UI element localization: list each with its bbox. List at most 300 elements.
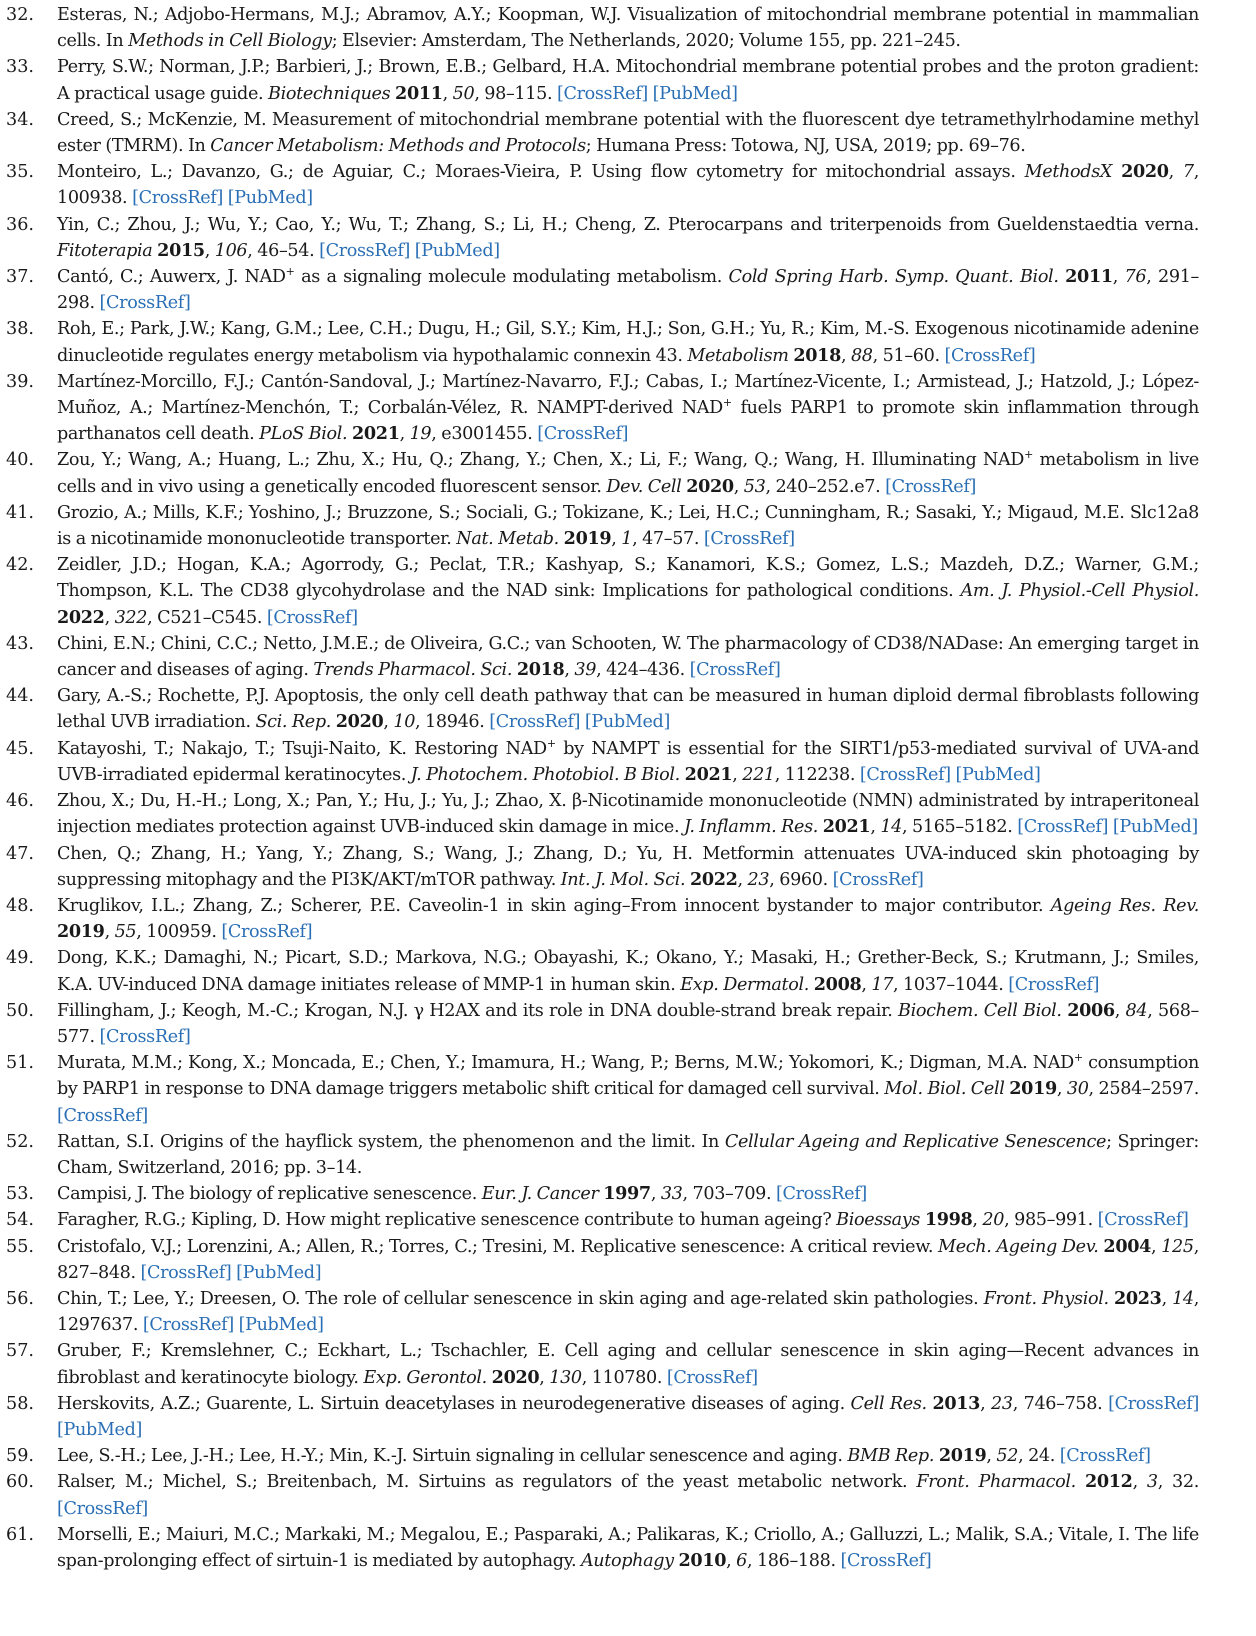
reference-item (0, 447, 1256, 499)
reference-italic-text: 14 (1172, 1288, 1194, 1309)
reference-year: 2018 (793, 344, 841, 366)
reference-text-segment: ; Elsevier: Amsterdam, The Netherlands, 2020; Volume 155, pp. 221–245. (331, 31, 961, 52)
reference-text (57, 447, 1199, 499)
reference-italic-text: Methods in Cell Biology (128, 31, 332, 52)
reference-year: 2019 (938, 1445, 987, 1467)
reference-item (0, 683, 1256, 735)
reference-number: 61. (6, 1524, 34, 1545)
reference-number: 48. (6, 895, 34, 916)
reference-italic-text: 106 (214, 240, 248, 261)
reference-italic-text: Mol. Biol. Cell (884, 1079, 1005, 1100)
reference-number: 40. (6, 450, 34, 471)
reference-italic-text: J. Photochem. Photobiol. B Biol. (410, 764, 680, 785)
reference-text-segment: , 186–188. (746, 1550, 841, 1571)
reference-text-segment: , (104, 922, 115, 943)
reference-italic-text: Trends Pharmacol. Sci. (313, 660, 513, 681)
reference-text (57, 1234, 1199, 1286)
reference-text-segment: Monteiro, L.; Davanzo, G.; de Aguiar, C.; Moraes-Vieira, P. Using flow cytometry for mitochondrial assays. (57, 162, 1025, 183)
crossref-link[interactable]: [CrossRef] (666, 1367, 758, 1388)
reference-italic-text: Mech. Ageing Dev. (938, 1236, 1099, 1257)
reference-italic-text: Cellular Ageing and Replicative Senescence (724, 1131, 1107, 1152)
reference-text-segment: ; Humana Press: Totowa, NJ, USA, 2019; pp. 69–76. (585, 136, 1026, 157)
reference-item (0, 841, 1256, 893)
reference-year: 2006 (1067, 999, 1115, 1021)
reference-year: 1997 (603, 1183, 651, 1205)
reference-text (57, 631, 1199, 683)
reference-text-segment: , 98–115. (474, 83, 557, 104)
reference-item (0, 212, 1256, 264)
reference-text (57, 1391, 1199, 1443)
reference-italic-text: 52 (996, 1446, 1019, 1467)
reference-number: 56. (6, 1288, 34, 1309)
reference-number: 46. (6, 791, 34, 812)
reference-text-segment: , (650, 1184, 661, 1205)
reference-year: 1998 (924, 1209, 973, 1231)
reference-italic-text: 1 (621, 529, 633, 550)
reference-text-segment: , 47–57. (632, 529, 704, 550)
reference-italic-text: Cancer Metabolism: Methods and Protocols (210, 136, 586, 157)
crossref-link[interactable]: [CrossRef] (859, 764, 951, 785)
reference-text (57, 159, 1199, 211)
reference-italic-text: 7 (1182, 162, 1194, 183)
reference-italic-text: 130 (549, 1367, 582, 1388)
crossref-link[interactable]: [CrossRef] (319, 240, 410, 261)
reference-number: 54. (6, 1210, 34, 1231)
reference-text-segment: , 6960. (769, 869, 833, 890)
reference-text-segment: , 100938. (57, 162, 1199, 209)
reference-text-segment: , (840, 345, 851, 366)
crossref-link[interactable]: [CrossRef] (99, 293, 191, 314)
reference-text (57, 2, 1199, 54)
reference-text-segment (1076, 1472, 1085, 1492)
reference-number: 52. (6, 1131, 34, 1152)
pubmed-link[interactable]: [PubMed] (652, 83, 738, 104)
crossref-link[interactable]: [CrossRef] (776, 1184, 867, 1205)
reference-year: 2019 (1009, 1078, 1057, 1100)
reference-text-segment: , (104, 607, 115, 628)
reference-text (57, 683, 1199, 735)
pubmed-link[interactable]: [PubMed] (57, 1419, 143, 1440)
pubmed-link[interactable]: [PubMed] (955, 764, 1041, 785)
reference-italic-text: 17 (871, 974, 894, 995)
crossref-link[interactable]: [CrossRef] (132, 188, 223, 209)
reference-year: 2015 (157, 239, 205, 261)
reference-italic-text: 6 (736, 1550, 747, 1571)
reference-year: 2020 (1121, 161, 1169, 183)
reference-text-segment: by NAMPT is essential for the SIRT1/p53-mediated survival of UVA-and UVB-irradiated epidermal keratinocytes. (57, 738, 1199, 785)
reference-italic-text: Cold Spring Harb. Symp. Quant. Biol. (728, 267, 1059, 288)
reference-text (57, 500, 1199, 552)
reference-text-segment: , 1297637. (57, 1288, 1200, 1336)
reference-year: 2011 (395, 82, 443, 104)
reference-italic-text: 84 (1125, 1000, 1148, 1021)
reference-text-segment: Gary, A.-S.; Rochette, P.J. Apoptosis, the only cell death pathway that can be measured in human diploid dermal fibroblasts following lethal UVB irradiation. (57, 686, 1199, 733)
reference-text-segment: Esteras, N.; Adjobo-Hermans, M.J.; Abramov, A.Y.; Koopman, W.J. Visualization of mitochondrial membrane potential in mammalian cells. In (57, 5, 1199, 52)
reference-text-segment: Zeidler, J.D.; Hogan, K.A.; Agorrody, G.; Peclat, T.R.; Kashyap, S.; Kanamori, K.S.; Gomez, L.S.; Mazdeh, D.Z.; Warner, G.M.; Thompson, K.L. The CD38 glycohydrolase and the NAD sink: Implications for pathological conditions. (57, 555, 1199, 602)
reference-text-segment: , 24. (1018, 1446, 1060, 1467)
reference-number: 47. (6, 843, 34, 864)
reference-text (57, 1207, 1199, 1233)
reference-text (57, 1522, 1199, 1574)
reference-italic-text: 23 (991, 1393, 1013, 1414)
crossref-link[interactable]: [CrossRef] (1017, 817, 1109, 838)
reference-number: 58. (6, 1393, 34, 1414)
reference-text-segment: Cristofalo, V.J.; Lorenzini, A.; Allen, R.; Torres, C.; Tresini, M. Replicative senescence: A critical review. (57, 1236, 939, 1257)
reference-text-segment: Kruglikov, I.L.; Zhang, Z.; Scherer, P.E. Caveolin-1 in skin aging–From innocent bystander to major contributor. (57, 895, 1051, 916)
reference-italic-text: 23 (747, 869, 770, 890)
reference-item (0, 159, 1256, 211)
reference-italic-text: 30 (1066, 1079, 1089, 1100)
reference-italic-text: Autophagy (580, 1550, 674, 1571)
reference-item (0, 500, 1256, 552)
reference-text (57, 1129, 1199, 1181)
reference-item (0, 1469, 1256, 1521)
reference-italic-text: 33 (660, 1184, 683, 1205)
reference-text (57, 945, 1199, 997)
reference-text-segment: , 2584–2597. (1088, 1079, 1199, 1100)
reference-text-segment: Ralser, M.; Michel, S.; Breitenbach, M. Sirtuins as regulators of the yeast metabolic network. (57, 1472, 917, 1493)
reference-text-segment: Grozio, A.; Mills, K.F.; Yoshino, J.; Bruzzone, S.; Sociali, G.; Tokizane, K.; Lei, H.C.; Cunningham, R.; Sasaki, Y.; Migaud, M.E. Slc12a8 is a nicotinamide mononucleotide transporter. (57, 502, 1199, 550)
reference-item (0, 1522, 1256, 1574)
reference-text-segment: Katayoshi, T.; Nakajo, T.; Tsuji-Naito, K. Restoring NAD (57, 738, 547, 759)
reference-number: 34. (6, 109, 34, 130)
crossref-link[interactable]: [CrossRef] (142, 1315, 234, 1336)
reference-italic-text: 14 (880, 817, 903, 838)
reference-text-segment: Cantó, C.; Auwerx, J. NAD (57, 267, 286, 288)
crossref-link[interactable]: [CrossRef] (489, 712, 581, 733)
reference-year: 2010 (678, 1549, 727, 1571)
reference-item (0, 1443, 1256, 1469)
reference-text-segment: Yin, C.; Zhou, J.; Wu, Y.; Cao, Y.; Wu, T.; Zhang, S.; Li, H.; Cheng, Z. Pterocarpans and triterpenoids from Gueldenstaedtia verna. (57, 214, 1199, 235)
reference-text (57, 1050, 1199, 1129)
crossref-link[interactable]: [CrossRef] (840, 1550, 932, 1571)
reference-year: 2022 (57, 606, 105, 628)
reference-item (0, 893, 1256, 945)
pubmed-link[interactable]: [PubMed] (227, 188, 313, 209)
reference-text-segment: , (1161, 1288, 1173, 1309)
reference-text (57, 54, 1199, 106)
pubmed-link[interactable]: [PubMed] (584, 712, 670, 733)
crossref-link[interactable]: [CrossRef] (832, 869, 924, 890)
reference-year: 2011 (1065, 266, 1113, 288)
reference-item (0, 1234, 1256, 1286)
reference-text-segment: Campisi, J. The biology of replicative senescence. (57, 1184, 482, 1205)
reference-number: 44. (6, 686, 34, 707)
reference-text-segment: Chin, T.; Lee, Y.; Dreesen, O. The role of cellular senescence in skin aging and age-related skin pathologies. (57, 1288, 984, 1309)
reference-text-segment: Martínez-Morcillo, F.J.; Cantón-Sandoval, J.; Martínez-Navarro, F.J.; Cabas, I.; Martínez-Vicente, I.; Armistead, J.; Hatzold, J.; López-Muñoz, A.; Martínez-Menchón, T.; Corbalán-Vélez, R. NAMPT-derived NAD (57, 371, 1199, 419)
reference-text (57, 788, 1199, 840)
reference-text-segment: Zhou, X.; Du, H.-H.; Long, X.; Pan, Y.; Hu, J.; Yu, J.; Zhao, X. β-Nicotinamide mononucleotide (NMN) administrated by intraperitoneal injection mediates protection against UVB-induced skin damage in mice. (57, 791, 1199, 838)
crossref-link[interactable]: [CrossRef] (944, 345, 1036, 366)
crossref-link[interactable]: [CrossRef] (99, 1026, 191, 1047)
reference-text (57, 736, 1199, 788)
reference-italic-text: 19 (409, 424, 432, 445)
reference-italic-text: J. Inflamm. Res. (683, 817, 818, 838)
reference-text-segment: Lee, S.-H.; Lee, J.-H.; Lee, H.-Y.; Min, K.-J. Sirtuin signaling in cellular senescence and aging. (57, 1446, 848, 1467)
superscript-charge: + (546, 736, 556, 750)
reference-text-segment: , 1037–1044. (893, 974, 1009, 995)
reference-item (0, 788, 1256, 840)
reference-italic-text: Fitoterapia (57, 240, 153, 261)
reference-italic-text: BMB Rep. (847, 1446, 935, 1467)
crossref-link[interactable]: [CrossRef] (537, 424, 629, 445)
reference-text-segment: , 746–758. (1012, 1393, 1109, 1414)
superscript-charge: + (1073, 1051, 1083, 1065)
reference-text-segment: , (399, 424, 410, 445)
reference-text-segment: , 424–436. (596, 660, 690, 681)
reference-number: 60. (6, 1472, 34, 1493)
reference-text-segment: Gruber, F.; Kremslehner, C.; Eckhart, L.; Tschachler, E. Cell aging and cellular senescence in skin aging—Recent advances in fibroblast and keratinocyte biology. (57, 1341, 1199, 1388)
crossref-link[interactable]: [CrossRef] (1097, 1210, 1189, 1231)
reference-year: 2022 (689, 868, 738, 890)
reference-italic-text: 55 (114, 922, 137, 943)
pubmed-link[interactable]: [PubMed] (414, 240, 500, 261)
reference-italic-text: 50 (452, 83, 475, 104)
reference-italic-text: Front. Physiol. (983, 1288, 1109, 1309)
reference-italic-text: Sci. Rep. (255, 712, 332, 733)
reference-text-segment: Faragher, R.G.; Kipling, D. How might replicative senescence contribute to human ageing? (57, 1210, 837, 1231)
reference-text-segment: , (1168, 162, 1183, 183)
reference-italic-text: 76 (1124, 267, 1147, 288)
reference-text-segment: , (611, 529, 622, 550)
reference-year: 2012 (1085, 1471, 1133, 1493)
reference-text-segment: , 110780. (581, 1367, 667, 1388)
reference-text-segment: , (1151, 1236, 1162, 1257)
reference-text (57, 552, 1199, 631)
reference-number: 50. (6, 1000, 34, 1021)
reference-text-segment: , (870, 817, 881, 838)
reference-item (0, 998, 1256, 1050)
reference-text-segment: fuels PARP1 to promote skin inflammation through parthanatos cell death. (57, 398, 1200, 445)
reference-text-segment: Creed, S.; McKenzie, M. Measurement of mitochondrial membrane potential with the fluorescent dye tetramethylrhodamine methyl ester (TMRM). In (57, 109, 1199, 157)
crossref-link[interactable]: [CrossRef] (885, 476, 977, 497)
reference-item (0, 1207, 1256, 1233)
reference-italic-text: 53 (743, 476, 766, 497)
crossref-link[interactable]: [CrossRef] (689, 660, 781, 681)
pubmed-link[interactable]: [PubMed] (238, 1315, 324, 1336)
reference-text-segment: , (539, 1367, 550, 1388)
reference-italic-text: Ageing Res. Rev. (1050, 895, 1199, 916)
reference-text-segment: , 985–991. (1004, 1210, 1098, 1231)
reference-text (57, 107, 1199, 159)
reference-number: 35. (6, 162, 34, 183)
reference-text-segment: , 703–709. (682, 1184, 776, 1205)
reference-text-segment: Perry, S.W.; Norman, J.P.; Barbieri, J.; Brown, E.B.; Gelbard, H.A. Mitochondrial membrane potential probes and the proton gradient: A practical usage guide. (57, 57, 1199, 104)
reference-text-segment: , (204, 240, 215, 261)
reference-year: 2023 (1114, 1287, 1162, 1309)
reference-year: 2021 (822, 816, 871, 838)
reference-text (57, 841, 1199, 893)
reference-year: 2020 (491, 1366, 540, 1388)
reference-item (0, 107, 1256, 159)
reference-italic-text: Exp. Gerontol. (363, 1367, 487, 1388)
reference-italic-text: PLoS Biol. (259, 424, 348, 445)
reference-item (0, 54, 1256, 106)
reference-italic-text: Nat. Metab. (456, 529, 559, 550)
reference-text-segment: Morselli, E.; Maiuri, M.C.; Markaki, M.; Megalou, E.; Pasparaki, A.; Palikaras, K.; Criollo, A.; Galluzzi, L.; Malik, S.A.; Vitale, I. The life span-prolonging effect of sirtuin-1 is mediated by autophagy. (57, 1524, 1199, 1571)
reference-italic-text: Am. J. Physiol.-Cell Physiol. (960, 581, 1199, 602)
reference-year: 2020 (335, 711, 384, 733)
reference-text-segment: , 240–252.e7. (765, 476, 886, 497)
reference-italic-text: 88 (850, 345, 873, 366)
crossref-link[interactable]: [CrossRef] (703, 529, 795, 550)
reference-item (0, 1181, 1256, 1207)
reference-year: 2008 (813, 973, 862, 995)
reference-text-segment: metabolism in live cells and in vivo using a genetically encoded fluorescent sensor. (57, 450, 1199, 497)
reference-text (57, 212, 1199, 264)
crossref-link[interactable]: [CrossRef] (1008, 974, 1100, 995)
reference-item (0, 552, 1256, 631)
superscript-charge: + (285, 265, 295, 279)
reference-year: 2021 (352, 423, 400, 445)
reference-year: 2019 (57, 921, 105, 943)
reference-year: 2013 (932, 1392, 981, 1414)
reference-item (0, 1050, 1256, 1129)
reference-text-segment: Chini, E.N.; Chini, C.C.; Netto, J.M.E.; de Oliveira, G.C.; van Schooten, W. The pharmacology of CD38/NADase: An emerging target in cancer and diseases of aging. (57, 633, 1199, 681)
pubmed-link[interactable]: [PubMed] (1112, 817, 1198, 838)
reference-text-segment: , (980, 1393, 991, 1414)
crossref-link[interactable]: [CrossRef] (57, 1105, 148, 1126)
reference-text-segment: , 51–60. (872, 345, 945, 366)
reference-year: 2018 (516, 659, 565, 681)
reference-text-segment: , 5165–5182. (902, 817, 1018, 838)
reference-number: 33. (6, 57, 34, 78)
reference-italic-text: 10 (393, 712, 416, 733)
reference-text-segment (1112, 162, 1121, 182)
reference-italic-text: Dev. Cell (606, 476, 682, 497)
reference-text-segment: , (726, 1550, 737, 1571)
reference-number: 53. (6, 1184, 34, 1205)
reference-text-segment: Herskovits, A.Z.; Guarente, L. Sirtuin deacetylases in neurodegenerative diseases of aging. (57, 1393, 851, 1414)
superscript-charge: + (722, 396, 732, 410)
reference-text (57, 893, 1199, 945)
reference-text (57, 316, 1199, 368)
reference-item (0, 736, 1256, 788)
reference-text-segment: Zou, Y.; Wang, A.; Huang, L.; Zhu, X.; Hu, Q.; Zhang, Y.; Chen, X.; Li, F.; Wang, Q.; Wang, H. Illuminating NAD (57, 450, 1025, 471)
reference-text-segment: , 291–298. (57, 267, 1199, 314)
reference-text-segment: , (972, 1210, 983, 1231)
reference-text-segment: , C521–C545. (147, 607, 267, 628)
crossref-link[interactable]: [CrossRef] (1059, 1446, 1151, 1467)
reference-italic-text: Cell Res. (850, 1393, 927, 1414)
reference-italic-text: Biotechniques (268, 83, 391, 104)
reference-number: 38. (6, 319, 34, 340)
reference-text-segment: , (1114, 1000, 1126, 1021)
reference-text (57, 1338, 1199, 1390)
reference-number: 36. (6, 214, 34, 235)
reference-italic-text: 221 (742, 764, 775, 785)
reference-text-segment: Dong, K.K.; Damaghi, N.; Picart, S.D.; Markova, N.G.; Obayashi, K.; Okano, Y.; Masaki, H.; Grether-Beck, S.; Krutmann, J.; Smiles, K.A. UV-induced DNA damage initiates release of MMP-1 in human skin. (57, 948, 1199, 995)
crossref-link[interactable]: [CrossRef] (1108, 1393, 1199, 1414)
reference-item (0, 316, 1256, 368)
reference-text-segment: as a signaling molecule modulating metabolism. (294, 267, 729, 288)
reference-text-segment: , (383, 712, 394, 733)
reference-item (0, 1129, 1256, 1181)
reference-number: 49. (6, 948, 34, 969)
reference-item (0, 2, 1256, 54)
reference-italic-text: Metabolism (687, 345, 789, 366)
reference-text-segment: , (1132, 1472, 1147, 1493)
reference-text (57, 264, 1199, 316)
reference-number: 57. (6, 1341, 34, 1362)
crossref-link[interactable]: [CrossRef] (556, 83, 648, 104)
reference-text-segment: , 827–848. (57, 1236, 1199, 1283)
reference-text-segment: ; Springer: Cham, Switzerland, 2016; pp. 3–14. (57, 1131, 1199, 1178)
reference-item (0, 1338, 1256, 1390)
reference-text-segment: Murata, M.M.; Kong, X.; Moncada, E.; Chen, Y.; Imamura, H.; Wang, P.; Berns, M.W.; Yokomori, K.; Digman, M.A. NAD (57, 1053, 1074, 1074)
reference-text (57, 1469, 1199, 1521)
reference-item (0, 1391, 1256, 1443)
reference-year: 2020 (686, 475, 734, 497)
reference-item (0, 631, 1256, 683)
reference-text-segment: , (986, 1446, 997, 1467)
reference-text-segment: , (732, 764, 743, 785)
reference-number: 43. (6, 633, 34, 654)
reference-number: 51. (6, 1053, 34, 1074)
reference-year: 2019 (563, 528, 612, 550)
reference-text-segment: , (861, 974, 872, 995)
reference-text-segment: Chen, Q.; Zhang, H.; Yang, Y.; Zhang, S.; Wang, J.; Zhang, D.; Yu, H. Metformin attenuates UVA-induced skin photoaging by suppressing mitophagy and the PI3K/AKT/mTOR pathway. (57, 843, 1199, 890)
crossref-link[interactable]: [CrossRef] (57, 1498, 148, 1519)
superscript-charge: + (1024, 448, 1033, 462)
reference-text-segment: , (442, 83, 453, 104)
reference-text-segment: consumption by PARP1 in response to DNA damage triggers metabolic shift critical for damaged cell survival. (57, 1053, 1199, 1100)
crossref-link[interactable]: [CrossRef] (140, 1262, 232, 1283)
crossref-link[interactable]: [CrossRef] (221, 922, 313, 943)
reference-item (0, 945, 1256, 997)
reference-text-segment: , (1056, 1079, 1067, 1100)
reference-italic-text: Exp. Dermatol. (680, 974, 810, 995)
reference-text-segment: , 32. (1157, 1472, 1199, 1493)
reference-text-segment: , (737, 869, 748, 890)
reference-italic-text: 125 (1161, 1236, 1194, 1257)
reference-number: 59. (6, 1446, 34, 1467)
reference-italic-text: 20 (982, 1210, 1005, 1231)
reference-year: 2004 (1103, 1235, 1151, 1257)
reference-italic-text: Eur. J. Cancer (481, 1184, 599, 1205)
reference-text-segment: , 18946. (415, 712, 490, 733)
reference-item (0, 369, 1256, 448)
reference-italic-text: 39 (574, 660, 597, 681)
reference-italic-text: 322 (114, 607, 148, 628)
reference-text (57, 1443, 1199, 1469)
pubmed-link[interactable]: [PubMed] (236, 1262, 322, 1283)
reference-text-segment: , 46–54. (247, 240, 320, 261)
reference-number: 55. (6, 1236, 34, 1257)
reference-text-segment: , (564, 660, 575, 681)
reference-text (57, 1181, 1199, 1207)
reference-number: 45. (6, 738, 34, 759)
reference-text-segment: , (1112, 267, 1125, 288)
reference-item (0, 1286, 1256, 1338)
reference-text (57, 369, 1199, 448)
reference-text-segment: Rattan, S.I. Origins of the hayflick system, the phenomenon and the limit. In (57, 1131, 725, 1152)
reference-italic-text: 3 (1146, 1472, 1158, 1493)
reference-text-segment: , (733, 476, 744, 497)
reference-italic-text: Biochem. Cell Biol. (898, 1000, 1062, 1021)
reference-text (57, 998, 1199, 1050)
reference-number: 41. (6, 502, 34, 523)
reference-number: 39. (6, 371, 34, 392)
reference-text-segment: , 100959. (136, 922, 222, 943)
crossref-link[interactable]: [CrossRef] (266, 607, 358, 628)
reference-number: 42. (6, 555, 34, 576)
reference-text-segment: , 568–577. (57, 1000, 1199, 1047)
reference-number: 32. (6, 5, 34, 25)
reference-text-segment: , 112238. (774, 764, 860, 785)
reference-item (0, 264, 1256, 316)
reference-italic-text: Int. J. Mol. Sci. (560, 869, 686, 890)
